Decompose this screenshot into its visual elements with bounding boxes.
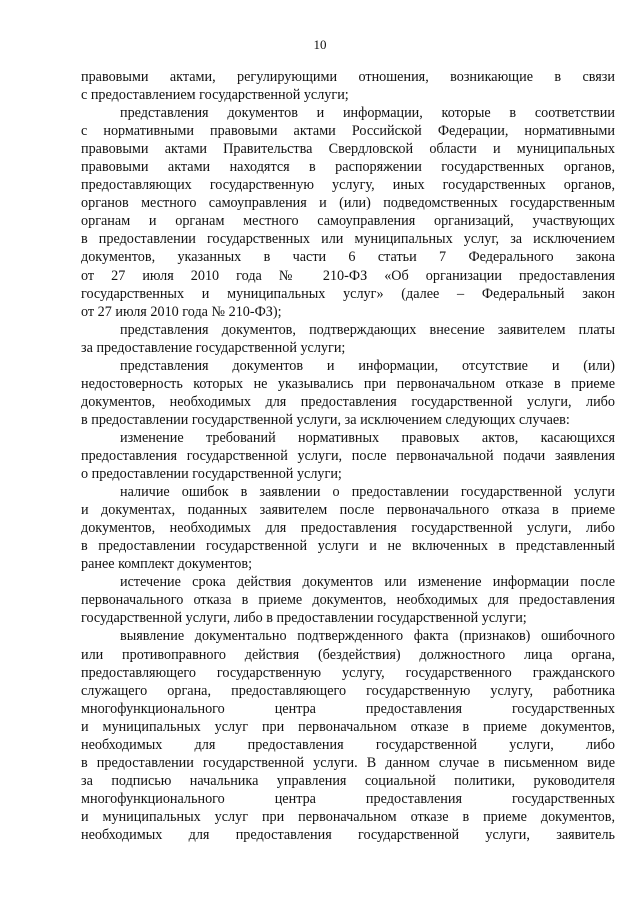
text-line: о предоставлении государственной услуги; [81,466,342,483]
text-line: от 27 июля 2010 года № 210-ФЗ «Об организации предоставления [81,267,615,284]
text-line: служащего органа, предоставляющего государственную услугу, работника [81,682,615,699]
text-line: изменение требований нормативных правовых актов, касающихся [120,429,615,446]
text-line: документов, указанных в части 6 статьи 7 Федерального закона [81,249,615,266]
text-line: государственной услуги, либо в предоставлении государственной услуги; [81,610,527,627]
text-line: в предоставлении государственной услуги, за исключением следующих случаев: [81,411,570,428]
text-line: правовыми актами, регулирующими отношения, возникающие в связи [81,69,615,85]
text-line: органам и органам местного самоуправления организаций, участвующих [81,213,615,230]
text-line: от 27 июля 2010 года № 210-ФЗ); [81,303,282,320]
text-line: и муниципальных услуг при первоначальном отказе в приеме документов, [81,808,615,825]
text-line: предоставления государственной услуги, после первоначальной подачи заявления [81,447,615,464]
text-line: ранее комплект документов; [81,556,253,573]
text-line: с нормативными правовыми актами Российской Федерации, нормативными [81,123,615,140]
text-line: за подписью начальника управления социальной политики, руководителя [81,772,615,789]
text-line: недостоверность которых не указывались при первоначальном отказе в приеме [81,375,615,392]
text-line: представления документов и информации, которые в соответствии [120,105,615,122]
text-line: в предоставлении государственной услуги и не включенных в представленный [81,538,615,555]
text-line: документов, необходимых для предоставления государственной услуги, либо [81,393,615,410]
text-line: правовыми актами находятся в распоряжении государственных органов, [81,159,615,176]
text-line: многофункционального центра предоставления государственных [81,700,615,717]
text-line: необходимых для предоставления государственной услуги, либо [81,736,615,753]
text-line: представления документов и информации, отсутствие и (или) [120,357,615,374]
text-line: предоставляющих государственную услугу, иных государственных органов, [81,177,615,194]
text-line: первоначального отказа в приеме документов, необходимых для предоставления [81,592,615,609]
text-line: с предоставлением государственной услуги; [81,87,349,104]
text-line: представления документов, подтверждающих внесение заявителем платы [120,321,615,338]
document-body [81,68,615,844]
text-line: истечение срока действия документов или изменение информации после [120,574,615,591]
text-line: и документах, поданных заявителем после первоначального отказа в приеме [81,502,615,519]
text-line: в предоставлении государственной услуги. В данном случае в письменном виде [81,754,615,771]
text-line: необходимых для предоставления государственной услуги, заявитель [81,826,615,843]
text-line: документов, необходимых для предоставления государственной услуги, либо [81,520,615,537]
page-number: 10 [313,37,327,52]
text-line: за предоставление государственной услуги; [81,339,346,356]
text-line: в предоставлении государственных или муниципальных услуг, за исключением [81,231,615,248]
text-line: государственных и муниципальных услуг» (далее – Федеральный закон [81,285,615,302]
text-line: наличие ошибок в заявлении о предоставлении государственной услуги [120,484,615,501]
text-line: предоставляющего государственную услугу, государственного гражданского [81,664,615,681]
text-line: многофункционального центра предоставления государственных [81,790,615,807]
text-line: или противоправного действия (бездействия) должностного лица органа, [81,646,615,663]
text-line: выявление документально подтвержденного факта (признаков) ошибочного [120,628,615,645]
text-line: правовыми актами Правительства Свердловской области и муниципальных [81,141,615,158]
text-line: и муниципальных услуг при первоначальном отказе в приеме документов, [81,718,615,735]
text-line: органов местного самоуправления и (или) подведомственных государственным [81,195,615,212]
